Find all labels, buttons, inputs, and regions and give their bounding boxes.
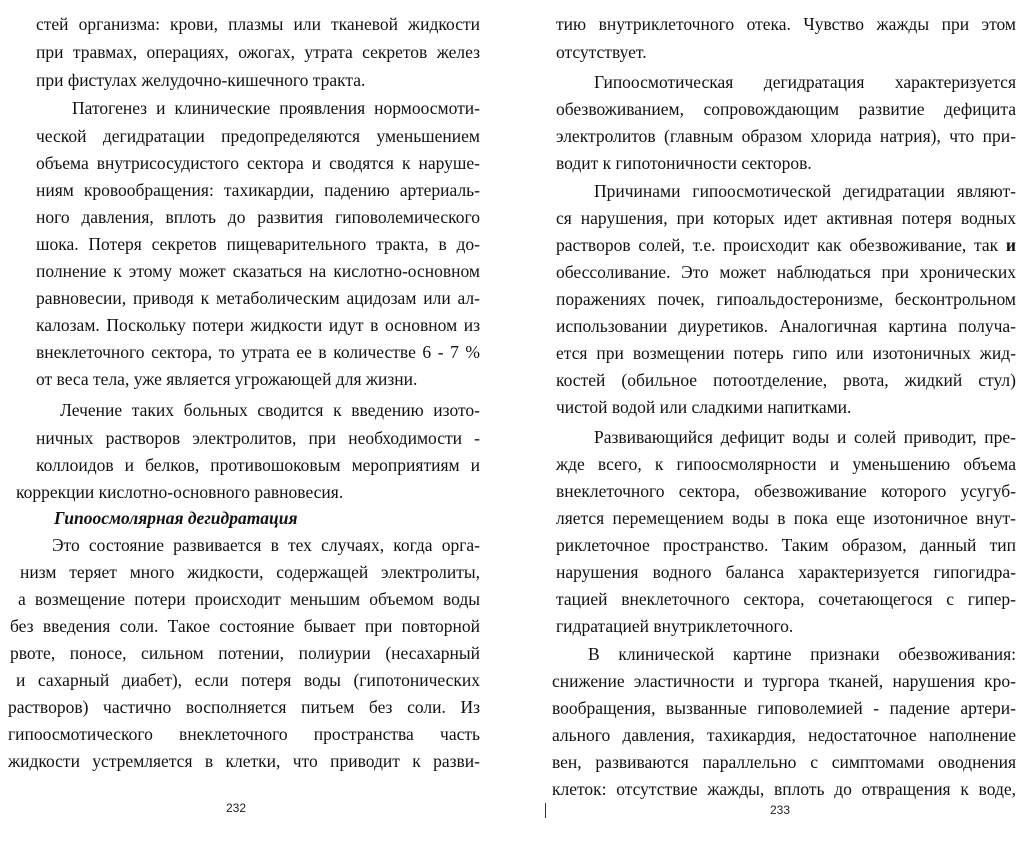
- text-line: ного давления, вплоть до развития гиповолемического: [36, 207, 480, 227]
- text-line: вен, развиваются параллельно с симптомами оводнения: [552, 752, 1016, 772]
- text-line: коллоидов и белков, противошоковым мероприятиям и: [36, 455, 480, 475]
- text-line: нарушения водного баланса характеризуется гипогидра-: [556, 562, 1016, 582]
- text-line: костей (обильное потоотделение, рвота, жидкий стул): [556, 370, 1016, 390]
- text-line: Лечение таких больных сводится к введению изото-: [60, 400, 480, 420]
- text-line: калозам. Поскольку потери жидкости идут в основном из: [36, 315, 480, 335]
- text-line: Развивающийся дефицит воды и солей приводит, пре-: [594, 427, 1016, 447]
- bold-word: и: [1005, 235, 1017, 255]
- page-number: 233: [770, 803, 791, 817]
- text-line: Гипоосмотическая дегидратация характеризуется: [594, 72, 1016, 92]
- text-line: жидкости устремляется в клетки, что приводит к разви-: [8, 751, 480, 771]
- text-line: В клинической картине признаки обезвоживания:: [588, 644, 1016, 664]
- text-line: низм теряет много жидкости, содержащей электролиты,: [20, 562, 480, 582]
- text-line: шока. Потеря секретов пищеварительного тракта, в до-: [36, 234, 480, 254]
- text-line: тацией внеклеточного сектора, сочетающегося с гипер-: [556, 589, 1016, 609]
- text-line: рвоте, поносе, сильном потении, полиурии (несахарный: [10, 643, 480, 663]
- text-line: стей организма: крови, плазмы или тканевой жидкости: [36, 14, 480, 34]
- text-line: растворов) частично восполняется питьем без соли. Из: [8, 697, 480, 717]
- text-line: риклеточное пространство. Таким образом, данный тип: [556, 535, 1016, 555]
- text-line: ниям кровообращения: тахикардии, падению артериаль-: [36, 180, 480, 200]
- text-line: объема внутрисосудистого сектора и сводятся к наруше-: [36, 153, 480, 173]
- text-line: чистой водой или сладкими напитками.: [556, 397, 852, 417]
- text-line: клеток: отсутствие жажды, вплоть до отвращения к воде,: [552, 779, 1016, 799]
- text-line: ся нарушения, при которых идет активная потеря водных: [556, 208, 1016, 228]
- text-line: при травмах, операциях, ожогах, утрата секретов желез: [36, 42, 480, 62]
- text-line: Причинами гипоосмотической дегидратации являют-: [594, 181, 1016, 201]
- text-line: Патогенез и клинические проявления нормоосмоти-: [72, 98, 480, 118]
- text-line: [556, 233, 1016, 257]
- text-line: вообращения, вызванные гиповолемией - падение артери-: [552, 698, 1016, 718]
- text-line: при фистулах желудочно-кишечного тракта.: [36, 70, 366, 90]
- page-number: 232: [226, 801, 247, 815]
- text-line: от веса тела, уже является угрожающей для жизни.: [36, 369, 418, 389]
- text-line: обезвоживанием, сопровождающим развитие дефицита: [556, 99, 1016, 119]
- text-line: внеклеточного сектора, обезвоживание которого усугуб-: [556, 481, 1016, 501]
- gutter-mark: [545, 803, 546, 818]
- text-line: ческой дегидратации предопределяются уменьшением: [36, 126, 480, 146]
- text-line: жде всего, к гипоосмолярности и уменьшению объема: [556, 454, 1016, 474]
- text-line: отсутствует.: [556, 42, 647, 62]
- text-line: равновесии, приводя к метаболическим ацидозам или ал-: [36, 288, 480, 308]
- text-line: без введения соли. Такое состояние бывает при повторной: [10, 616, 480, 636]
- text-line: а возмещение потери происходит меньшим объемом воды: [18, 589, 480, 609]
- text-line: полнение к этому может сказаться на кислотно-основном: [36, 261, 480, 281]
- text-line: ляется перемещением воды в пока еще изотоничное внут-: [556, 508, 1016, 528]
- text-line: водит к гипотоничности секторов.: [556, 153, 812, 173]
- text-line: внеклеточного сектора, то утрата ее в количестве 6 - 7 %: [36, 342, 480, 362]
- text-line: ничных растворов электролитов, при необходимости -: [36, 428, 480, 448]
- text-line: обессоливание. Это может наблюдаться при хронических: [556, 262, 1016, 282]
- text-line: тию внутриклеточного отека. Чувство жажды при этом: [556, 14, 1016, 34]
- text-line: и сахарный диабет), если потеря воды (гипотонических: [16, 670, 480, 690]
- text-line: электролитов (главным образом хлорида натрия), что при-: [556, 126, 1016, 146]
- text-line: гипоосмотического внеклеточного пространства часть: [8, 724, 480, 744]
- text-line: коррекции кислотно-основного равновесия.: [16, 482, 344, 502]
- text-line: ется при возмещении потерь гипо или изотоничных жид-: [556, 343, 1016, 363]
- text-line: Это состояние развивается в тех случаях, когда орга-: [52, 535, 480, 555]
- text-line: ального давления, тахикардия, недостаточное наполнение: [552, 725, 1016, 745]
- text-line: использовании диуретиков. Аналогичная картина получа-: [556, 316, 1016, 336]
- section-heading: Гипоосмолярная дегидратация: [54, 508, 298, 528]
- text-line-start: растворов солей, т.е. происходит как обезвоживание, так: [556, 235, 999, 255]
- text-line: гидратацией внутриклеточного.: [556, 616, 794, 636]
- text-line: поражениях почек, гипоальдостеронизме, бесконтрольном: [556, 289, 1016, 309]
- text-line: снижение эластичности и тургора тканей, нарушения кро-: [552, 671, 1016, 691]
